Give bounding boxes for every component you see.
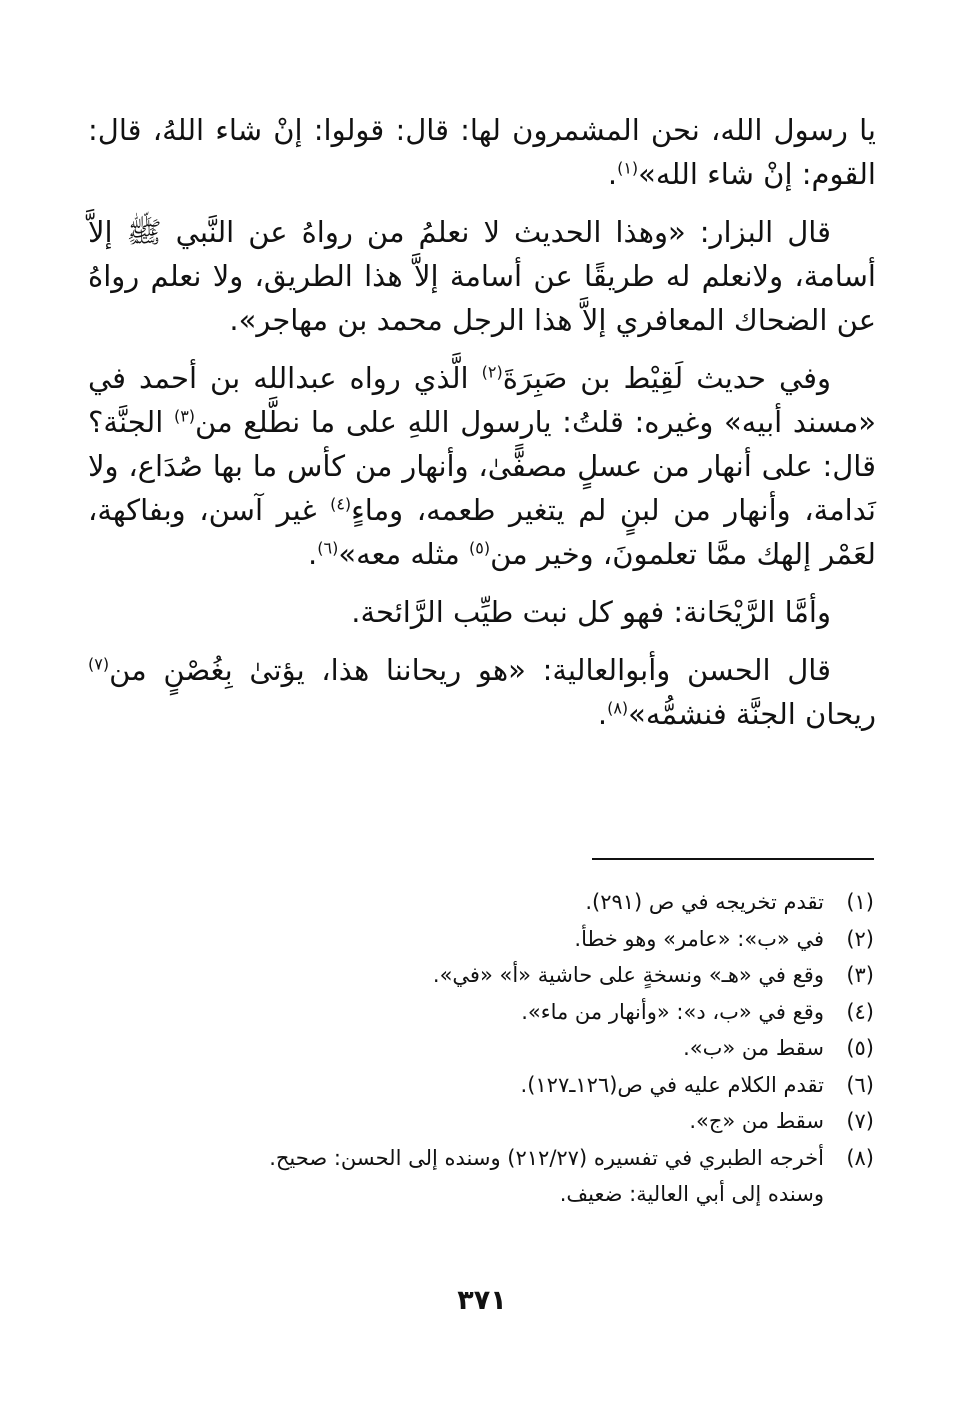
footnote-ref-4: (٤) [330,494,352,514]
footnote-text: سقط من «ب». [683,1036,824,1060]
paragraph-text: مثله معه» [338,537,470,571]
paragraph-text: قال البزار: «وهذا الحديث لا نعلمُ من رواهُ عن النَّبي ﷺ إلاَّ أسامة، ولانعلم له طريقًا عن أسامة إلاَّ هذا الطريق، ولا نعلم رواهُ عن الضحاك المعافري إلاَّ هذا الرجل محمد بن مهاجر». [88,215,876,337]
footnote-text: وقع في «ب، د»: «وأنهار من ماء». [521,999,824,1024]
footnote-item [150,957,874,994]
paragraph-text: الجنَّة؟ قال: على أنهار من عسلٍ مصفًّىٰ، وأنهار من كأس ما بها صُدَاع، ولا نَدامة، وأنهار من لبنٍ لم يتغير طعمه، وماءٍ [88,405,876,527]
footnote-text: وقع في «هـ» ونسخةٍ على حاشية «أ» «في». [432,963,824,987]
paragraph-3 [88,356,876,576]
footnote-ref-7: (٧) [88,654,110,674]
paragraph-1 [88,108,876,196]
footnote-item [150,1067,874,1104]
footnote-number: (٨) [846,1145,874,1170]
footnote-number: (٦) [846,1072,874,1097]
footnote-item [150,1103,874,1140]
paragraph-text: . [308,537,318,571]
footnote-number: (٢) [846,926,874,951]
footnote-ref-3: (٣) [173,406,196,426]
paragraph-text: وفي حديث لَقِيْط بن صَبِرَةَ [502,361,832,395]
footnote-ref-6: (٦) [317,538,339,558]
footnote-continuation: وسنده إلى أبي العالية: ضعيف. [559,1182,824,1206]
main-text [88,108,876,750]
page-number: ٣٧١ [457,1285,507,1316]
paragraph-text: غير آسن، وبفاكهة، لعَمْر إلهك ممَّا تعلمونَ، وخير من [88,493,876,571]
paragraph-text: الَّذي رواه عبدالله بن أحمد في «مسند أبيه» وغيره: قلتُ: يارسول اللهِ على ما نطَّلع من [88,361,876,439]
footnote-ref-8: (٨) [607,698,629,718]
paragraph-text: وأمَّا الرَّيْحَانة: فهو كل نبت طيِّب الرَّائحة. [351,595,831,629]
footnote-ref-5: (٥) [469,538,491,558]
footnote-ref-2: (٢) [481,362,503,382]
footnote-item [150,994,874,1031]
paragraph-text: يا رسول الله، نحن المشمرون لها: قال: قولوا: إنْ شاء اللهُ، قال: القوم: إنْ شاء الله» [88,113,876,191]
paragraph-5 [88,648,876,736]
footnote-text: تقدم تخريجه في ص (٢٩١). [585,890,824,914]
footnote-text: في «ب»: «عامر» وهو خطأ. [574,926,824,951]
paragraph-text: . [597,697,608,731]
footnote-item [150,884,874,921]
footnotes [150,884,874,1213]
paragraph-2 [88,210,876,342]
paragraph-text: . [607,157,618,191]
footnote-text: تقدم الكلام عليه في ص(١٢٦ـ١٢٧). [520,1072,824,1097]
footnote-text: أخرجه الطبري في تفسيره (٢١٢/٢٧) وسنده إلى الحسن: صحيح. [269,1145,824,1170]
paragraph-4 [88,590,876,634]
footnote-item [150,921,874,958]
footnote-number: (٣) [846,963,874,987]
footnote-separator [592,858,874,860]
footnote-number: (٤) [846,999,874,1024]
footnote-text: سقط من «ج». [689,1109,824,1133]
footnote-number: (٧) [846,1109,874,1133]
footnote-ref-1: (١) [617,158,639,178]
paragraph-text: قال الحسن وأبوالعالية: «هو ريحاننا هذا، يؤتىٰ بِغُصْنٍ من [109,653,831,687]
paragraph-text: ريحان الجنَّة فنشمُّه» [628,697,876,731]
footnote-item [150,1030,874,1067]
footnote-number: (١) [846,890,874,914]
footnote-number: (٥) [846,1036,874,1060]
footnote-item [150,1140,874,1177]
